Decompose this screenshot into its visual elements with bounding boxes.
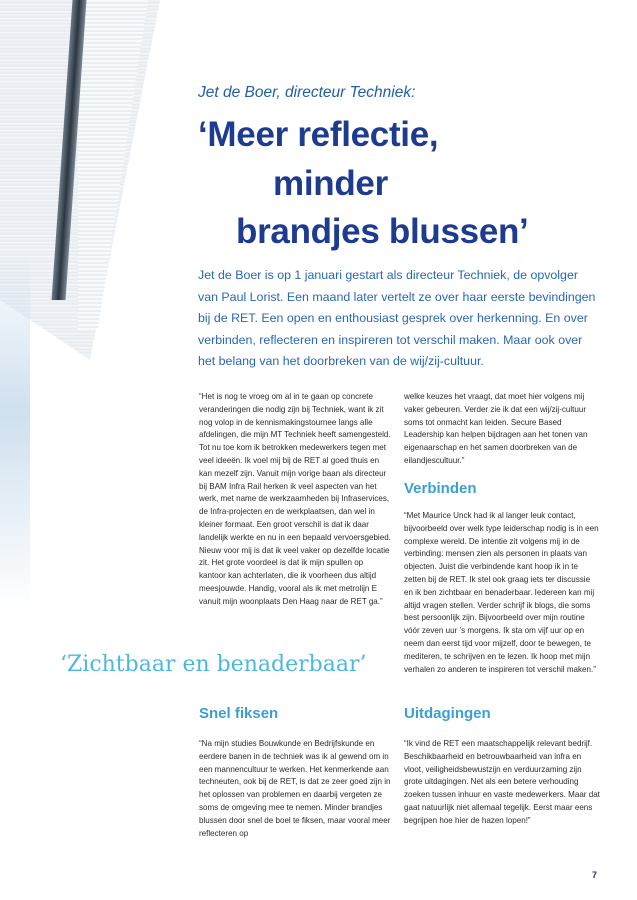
body-paragraph-opening: “Het is nog te vroeg om al in te gaan op concrete veranderingen die nodig zijn bij Techniek, want ik zit nog volop in de kennismakingstournee langs alle afdelingen, die mijn MT Techniek heeft samengesteld. Tot nu toe kom ik betrokken medewerkers tegen met veel ideeën. Ik voel mij bij de RET al goed thuis en kan mezelf zijn. Vanuit mijn vorige baan als directeur bij BAM Infra Rail herken ik veel aspecten van het werk, met name de werkzaamheden bij Infraservices, de Infra-projecten en de werkplaatsen, dan wel in kleiner formaat. Een groot verschil is dat ik daar landelijk werkte en nu in een bepaald vervoersgebied. Nieuw voor mij is dat ik veel vaker op dezelfde locatie zit. Het grote voordeel is dat ik mijn spullen op kantoor kan achterlaten, die ik voorheen dus altijd meesjouwde. Handig, vooral als ik met metrolijn E vanuit mijn woonplaats Den Haag naar de RET ga.”	[199, 392, 391, 606]
body-column-2	[404, 391, 600, 468]
lead-paragraph: Jet de Boer is op 1 januari gestart als directeur Techniek, de opvolger van Paul Lorist. Een maand later vertelt ze over haar eerste bevindingen bij de RET. Een open en enthousiast gesprek over herkenning. En over verbinden, reflecteren en inspireren tot verschil maken. Maar ook over het belang van het doorbreken van de wij/zij-cultuur.	[198, 268, 596, 368]
pull-quote: ‘Zichtbaar en benaderbaar’	[60, 652, 367, 677]
body-column-1	[199, 391, 391, 609]
page-number: 7	[592, 870, 598, 880]
body-paragraph-continued: welke keuzes het vraagt, dat moet hier volgens mij vaker gebeuren. Verder zie ik dat een wij/zij-cultuur soms tot onmacht kan leiden. Secure Based Leadership kan helpen bijdragen aan het tonen van eigenaarschap en het samen doorbreken van de eilandjescultuur.”	[404, 392, 588, 465]
body-paragraph-snel-fiksen: “Na mijn studies Bouwkunde en Bedrijfskunde en eerdere banen in de techniek was ik al gewend om in een mannencultuur te werken. Het kenmerkende aan techneuten, ook bij de RET, is dat ze zeer goed zijn in het oplossen van problemen en daarbij vergeten ze soms de omgeving mee te nemen. Minder brandjes blussen door snel de boel te fiksen, maar vooral meer reflecteren op	[199, 739, 391, 838]
subheading-verbinden: Verbinden	[404, 480, 477, 497]
headline-line-2: minder	[273, 164, 388, 203]
subheading-snel-fiksen: Snel fiksen	[199, 705, 279, 722]
photo-fade	[0, 250, 30, 610]
blind-highlight	[78, 0, 148, 330]
headline-line-1: ‘Meer reflectie,	[198, 115, 439, 154]
body-column-2-lower	[404, 738, 600, 828]
body-paragraph-verbinden: “Met Maurice Unck had ik al langer leuk contact, bijvoorbeeld over welk type leiderschap nodig is in een complexe wereld. De intentie zit volgens mij in de verbinding: mensen zien als personen in plaats van objecten. Juist die verbindende kant hoop ik in te zetten bij de RET. Ik stel ook graag iets ter discussie en ik ben zichtbaar en benaderbaar. Iedereen kan mij altijd vragen stellen. Verder schrijf ik blogs, die soms best persoonlijk zijn. Bijvoorbeeld over mijn routine vóór zeven uur ’s morgens. Ik sta om vijf uur op en neem dan eerst tijd voor mijzelf, door te bewegen, te mediteren, te schrijven en te lezen. Ik hoop met mijn verhalen zo anderen te inspireren tot verschil maken.”	[404, 511, 599, 674]
intro-line: Jet de Boer, directeur Techniek:	[198, 84, 416, 101]
headline-line-3: brandjes blussen’	[236, 212, 529, 251]
body-column-1-lower	[199, 738, 391, 840]
subheading-uitdagingen: Uitdagingen	[404, 705, 491, 722]
body-column-2-middle	[404, 510, 600, 676]
header-photo	[0, 0, 165, 900]
body-paragraph-uitdagingen: “Ik vind de RET een maatschappelijk relevant bedrijf. Beschikbaarheid en betrouwbaarheid van infra en vloot, veiligheidsbewustzijn en verduurzaming zijn grote uitdagingen. Net als een betere verhouding zoeken tussen inhuur en vaste medewerkers. Maar dat gaat natuurlijk niet allemaal tegelijk. Eerst maar eens begrijpen hoe hier de hazen lopen!”	[404, 739, 600, 825]
